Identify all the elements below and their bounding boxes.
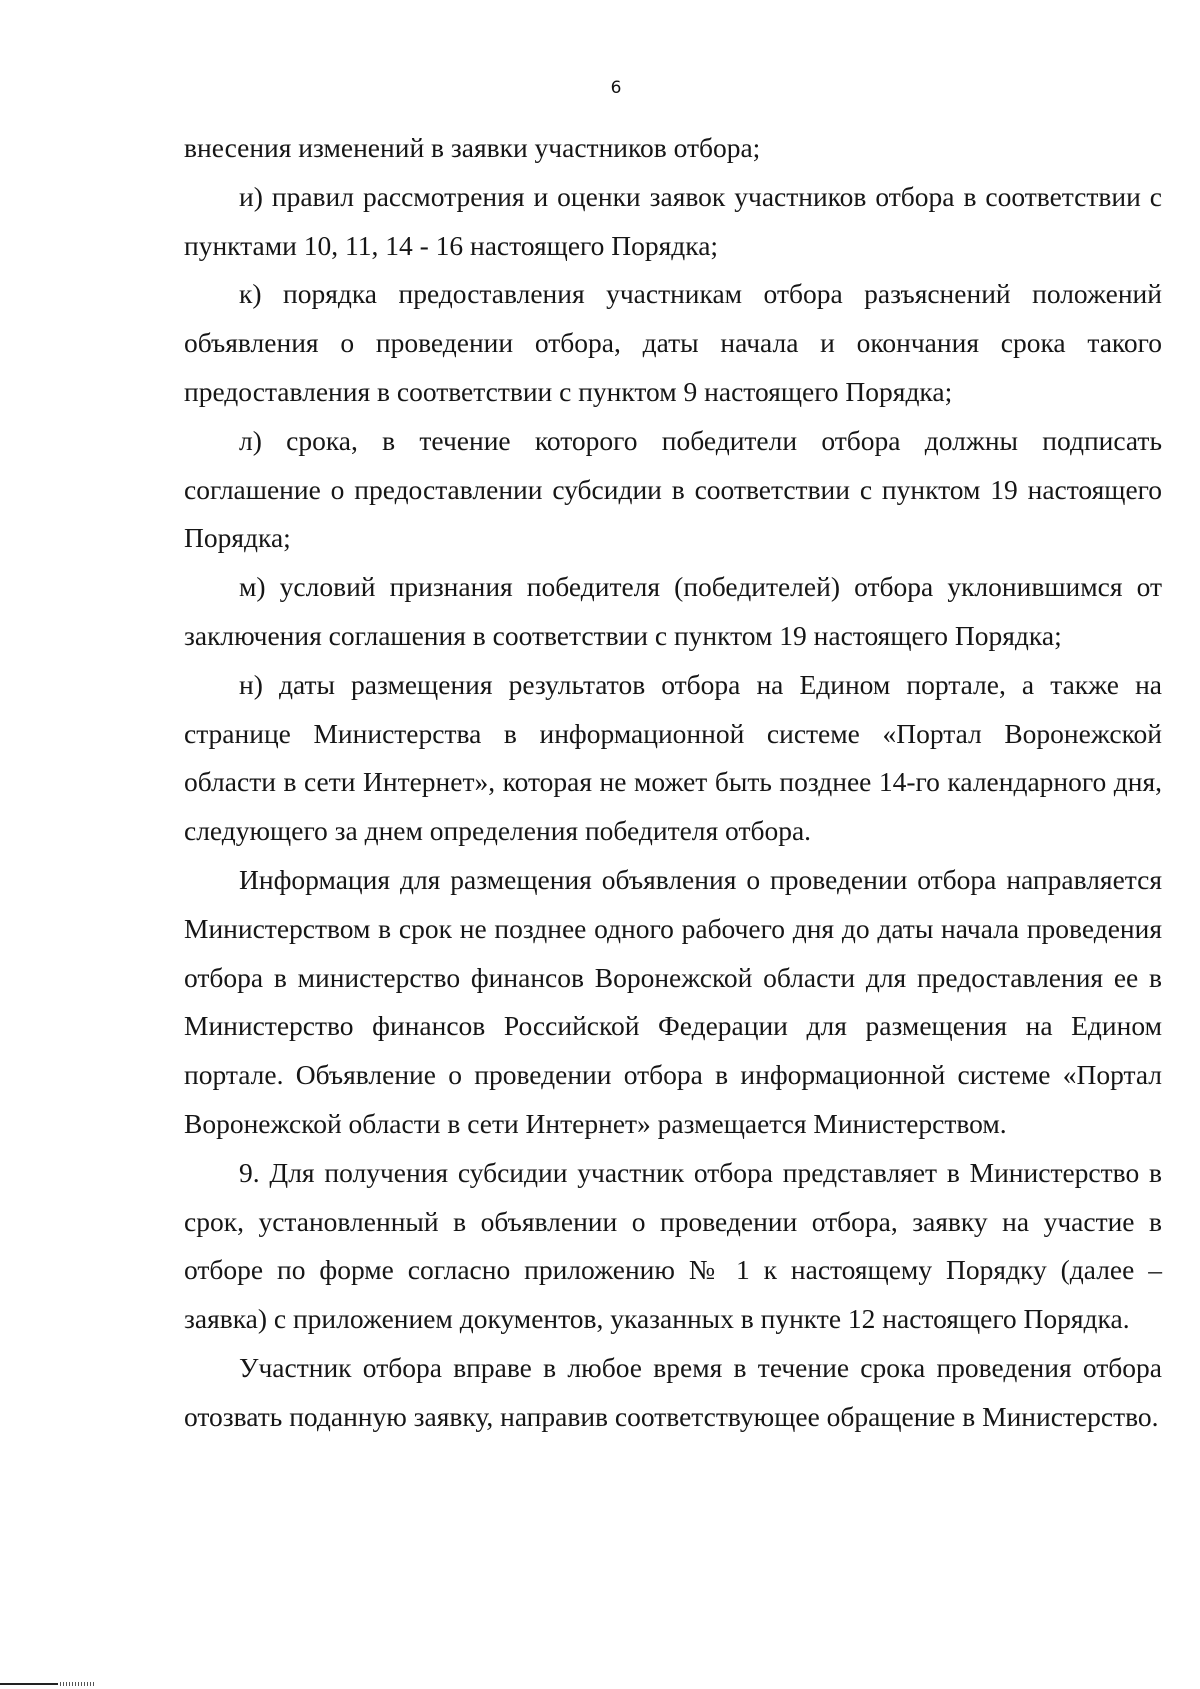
paragraph-continuation: внесения изменений в заявки участников отбора; <box>184 132 761 163</box>
scan-edge-ticks <box>60 1682 94 1686</box>
paragraph-item-n: н) даты размещения результатов отбора на Едином портале, а также на странице Министерства в информационной системе «Портал Воронежской области в сети Интернет», которая не может быть позднее 14-го календарного дня, следующего за днем определения победителя отбора. <box>184 668 1162 847</box>
paragraph-item-i: и) правил рассмотрения и оценки заявок участников отбора в соответствии с пунктами 10, 11, 14 - 16 настоящего Порядка; <box>184 180 1162 261</box>
paragraph-item-m: м) условий признания победителя (победителей) отбора уклонившимся от заключения соглашения в соответствии с пунктом 19 настоящего Порядка; <box>184 571 1162 651</box>
paragraph-section-9: 9. Для получения субсидии участник отбора представляет в Министерство в срок, установленный в объявлении о проведении отбора, заявку на участие в отборе по форме согласно приложению № 1 к настоящему Порядку (далее – заявка) с приложением документов, указанных в пункте 12 настоящего Порядка. <box>184 1156 1162 1335</box>
paragraph-item-l: л) срока, в течение которого победители отбора должны подписать соглашение о предоставлении субсидии в соответствии с пунктом 19 настоящего Порядка; <box>184 424 1162 554</box>
scan-edge-mark <box>0 1680 96 1689</box>
page-number: 6 <box>610 78 622 98</box>
paragraph-information: Информация для размещения объявления о проведении отбора направляется Министерством в срок не позднее одного рабочего дня до даты начала проведения отбора в министерство финансов Воронежской области для предоставления ее в Министерство финансов Российской Федерации для размещения на Едином портале. Объявление о проведении отбора в информационной системе «Портал Воронежской области в сети Интернет» размещается Министерством. <box>184 863 1162 1139</box>
paragraph-withdrawal: Участник отбора вправе в любое время в течение срока проведения отбора отозвать поданную заявку, направив соответствующее обращение в Министерство. <box>184 1351 1162 1432</box>
document-body <box>184 124 1162 1442</box>
scan-edge-bar <box>0 1683 58 1685</box>
paragraph-item-k: к) порядка предоставления участникам отбора разъяснений положений объявления о проведении отбора, даты начала и окончания срока такого предоставления в соответствии с пунктом 9 настоящего Порядка; <box>184 278 1162 407</box>
